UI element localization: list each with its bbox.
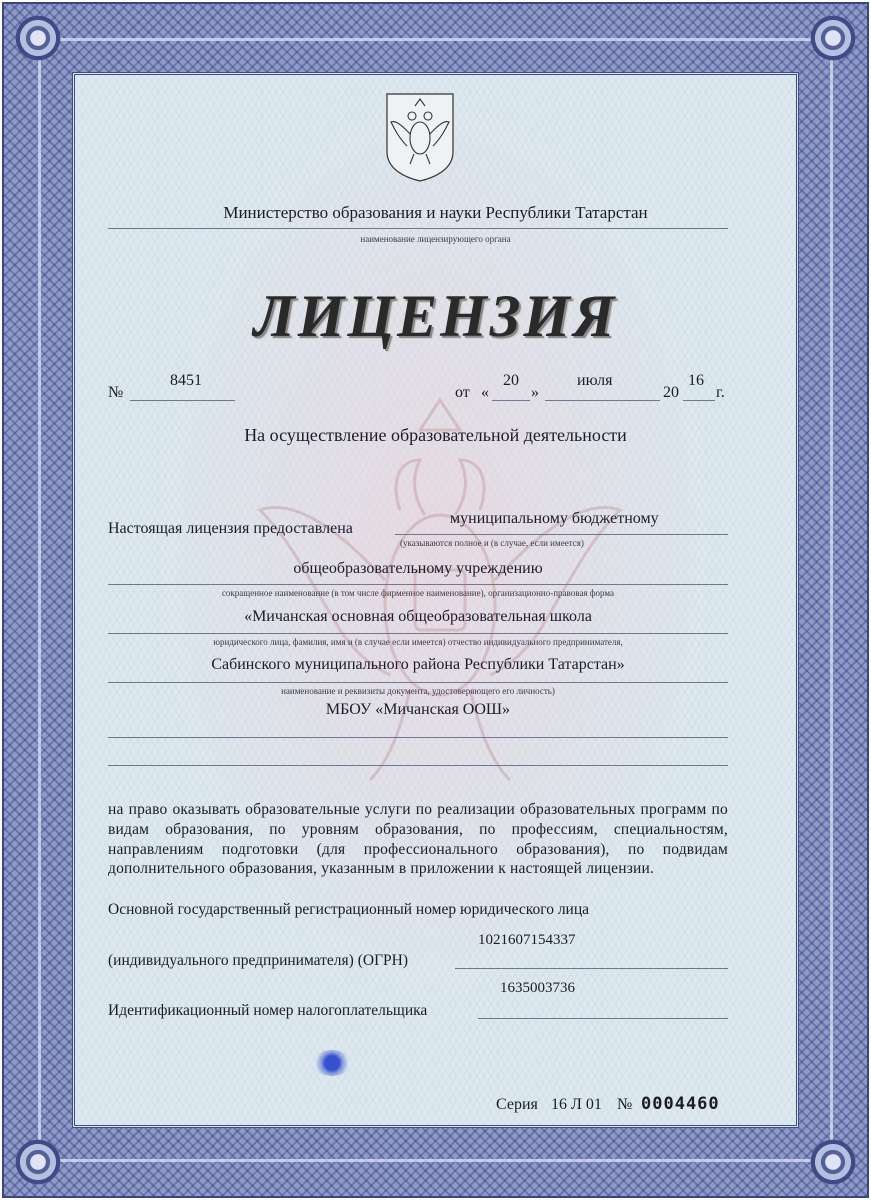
corner-ornament-icon	[8, 8, 68, 68]
ogrn-label-2: (индивидуального предпринимателя) (ОГРН)	[108, 952, 409, 969]
corner-ornament-icon	[803, 8, 863, 68]
license-purpose: На осуществление образовательной деятельности	[244, 425, 627, 445]
ink-blot	[312, 1050, 352, 1076]
year-prefix: 20	[663, 384, 679, 401]
document-title: ЛИЦЕНЗИЯ	[253, 283, 618, 349]
series-code: 16 Л 01	[551, 1096, 602, 1113]
licensing-authority-caption: наименование лицензирующего органа	[360, 234, 511, 244]
divider-line	[108, 228, 728, 229]
grantee-caption-2: сокращенное наименование (в том числе фирменное наименование), организационно-правовая форма	[221, 588, 615, 598]
grantee-line-1: муниципальному бюджетному	[450, 510, 659, 527]
license-number: 8451	[170, 372, 202, 389]
grantee-intro: Настоящая лицензия предоставлена	[108, 520, 353, 537]
coat-of-arms-icon	[383, 90, 457, 182]
date-day: 20	[503, 372, 519, 389]
inn-label: Идентификационный номер налогоплательщика	[108, 1002, 428, 1019]
grantee-caption-3: юридического лица, фамилия, имя и (в случае если имеется) отчество индивидуального предпринимателя,	[213, 637, 623, 647]
grantee-line-2: общеобразовательному учреждению	[293, 560, 543, 577]
series-label: Серия	[496, 1096, 538, 1113]
ogrn-value: 1021607154337	[478, 932, 576, 948]
inn-value: 1635003736	[500, 980, 575, 996]
date-year: 16	[688, 372, 704, 389]
series-number: 0004460	[641, 1094, 720, 1114]
number-sign: №	[108, 384, 124, 401]
rights-paragraph: на право оказывать образовательные услуги по реализации образовательных программ по видам образования, по уровням образования, по профессиям, специальностям, направлениям подготовки (для профессионального образования), по подвидам дополнительного образования, указанным в приложении к настоящей лицензии.	[108, 801, 728, 878]
ogrn-label-1: Основной государственный регистрационный номер юридического лица	[108, 901, 590, 918]
corner-ornament-icon	[8, 1132, 68, 1192]
date-from-label: от	[455, 384, 470, 401]
grantee-caption-1: (указываются полное и (в случае, если имеется)	[400, 538, 584, 548]
grantee-line-4: Сабинского муниципального района Республики Татарстан»	[211, 656, 625, 673]
corner-ornament-icon	[803, 1132, 863, 1192]
year-unit: г.	[716, 384, 725, 401]
date-month: июля	[577, 372, 613, 389]
series-number-sign: №	[617, 1096, 633, 1113]
licensing-authority: Министерство образования и науки Республики Татарстан	[223, 203, 648, 222]
grantee-line-3: «Мичанская основная общеобразовательная школа	[244, 608, 592, 625]
grantee-short-name: МБОУ «Мичанская ООШ»	[325, 701, 511, 718]
grantee-caption-4: наименование и реквизиты документа, удостоверяющего его личность)	[281, 686, 555, 696]
quote-open: «	[481, 384, 489, 401]
quote-close: »	[531, 384, 539, 401]
